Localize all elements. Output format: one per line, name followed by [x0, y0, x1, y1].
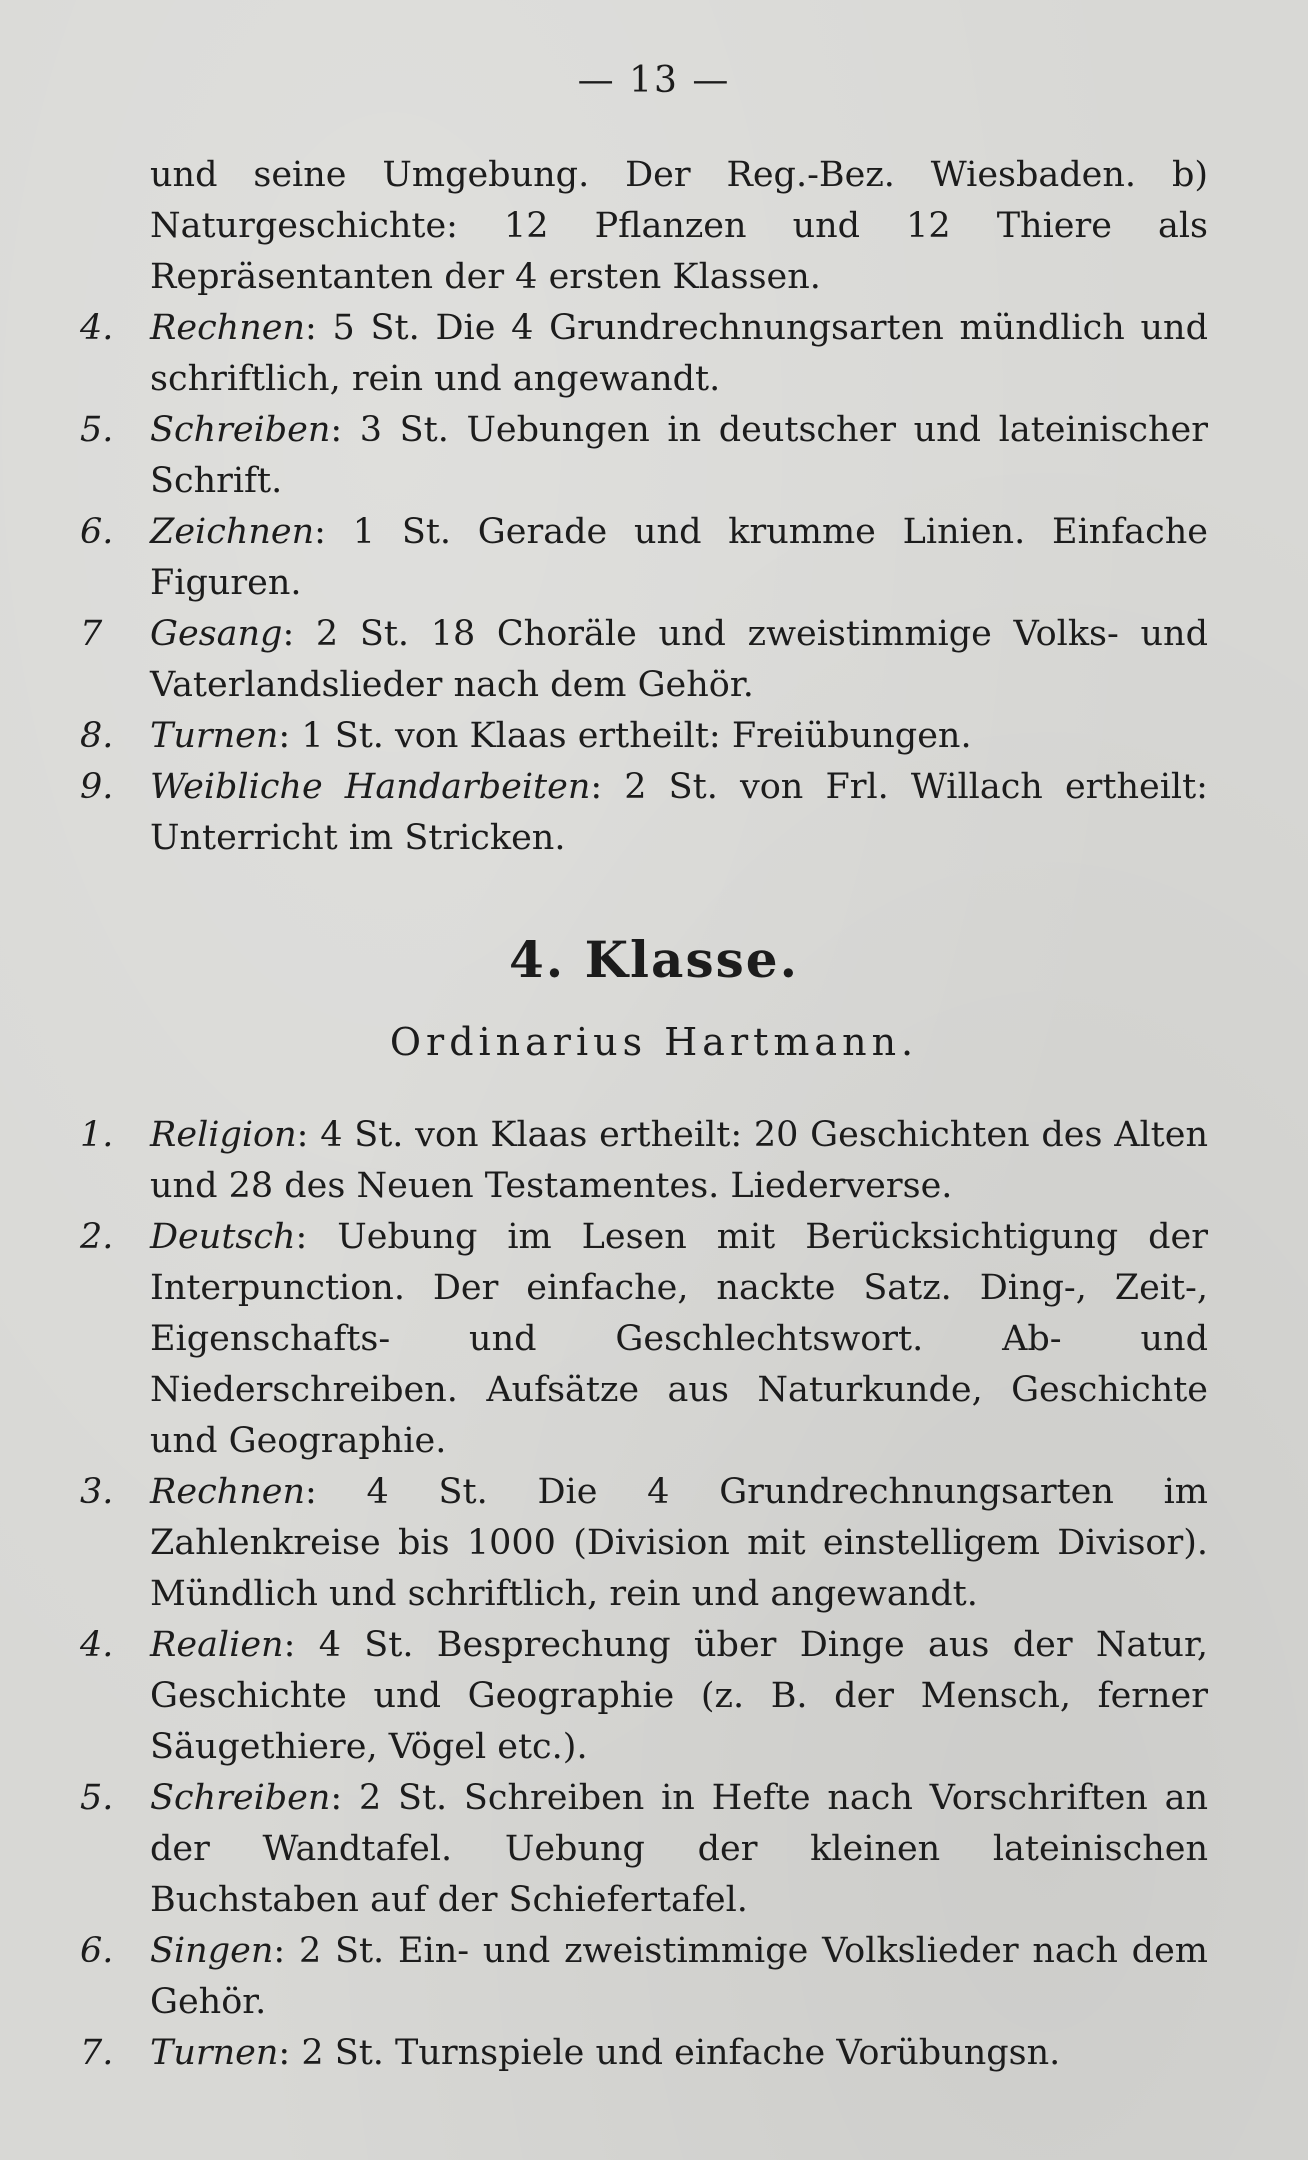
list-item: [0, 762, 1308, 864]
item-subject: Rechnen: [150, 1472, 306, 1512]
item-text: : 2 St. Ein- und zweistimmige Volkslieder nach dem Gehör.: [150, 1931, 1208, 2022]
item-subject: Zeichnen: [150, 512, 315, 552]
item-number: 3.: [80, 1472, 114, 1512]
list-item: [0, 405, 1308, 507]
item-text: : 4 St. Besprechung über Dinge aus der Natur, Geschichte und Geographie (z. B. der Mensch, ferner Säugethiere, Vögel etc.).: [150, 1625, 1208, 1767]
item-text: : 2 St. von Frl. Willach ertheilt: Unterricht im Stricken.: [150, 767, 1208, 858]
item-number: 6.: [80, 1931, 114, 1971]
item-text: : 2 St. Schreiben in Hefte nach Vorschriften an der Wandtafel. Uebung der kleinen lateinischen Buchstaben auf der Schiefertafel.: [150, 1778, 1208, 1920]
item-text: : 4 St. Die 4 Grundrechnungsarten im Zahlenkreise bis 1000 (Division mit einstelligem Divisor). Mündlich und schriftlich, rein und angewandt.: [150, 1472, 1208, 1614]
item-text: : 4 St. von Klaas ertheilt: 20 Geschichten des Alten und 28 des Neuen Testamentes. Liederverse.: [150, 1115, 1208, 1206]
list-item: [0, 507, 1308, 609]
list-item: [0, 1620, 1308, 1773]
list-item: [0, 1773, 1308, 1926]
item-number: 9.: [80, 767, 114, 807]
item-number: 7: [80, 614, 103, 654]
list-item: [0, 1467, 1308, 1620]
item-subject: Singen: [150, 1931, 274, 1971]
item-number: 5.: [80, 410, 114, 450]
item-subject: Rechnen: [150, 308, 306, 348]
list-item: [0, 303, 1308, 405]
list-item: [0, 1212, 1308, 1467]
item-number: 4.: [80, 308, 114, 348]
item-text: : 1 St. Gerade und krumme Linien. Einfache Figuren.: [150, 512, 1208, 603]
list-item: [0, 1110, 1308, 1212]
item-number: 5.: [80, 1778, 114, 1818]
list-item: [0, 609, 1308, 711]
item-text: : 5 St. Die 4 Grundrechnungsarten mündlich und schriftlich, rein und angewandt.: [150, 308, 1208, 399]
item-subject: Deutsch: [150, 1217, 296, 1257]
item-number: 2.: [80, 1217, 114, 1257]
item-text: : 2 St. 18 Choräle und zweistimmige Volks- und Vaterlandslieder nach dem Gehör.: [150, 614, 1208, 705]
section-title: 4. Klasse.: [509, 930, 799, 989]
item-number: 1.: [80, 1115, 114, 1155]
item-number: 8.: [80, 716, 114, 756]
section-subtitle: Ordinarius Hartmann.: [389, 1020, 919, 1064]
top-section: [0, 150, 1308, 864]
list-item: [0, 1926, 1308, 2028]
item-text: : 1 St. von Klaas ertheilt: Freiübungen.: [278, 716, 972, 756]
item-text: : 3 St. Uebungen in deutscher und lateinischer Schrift.: [150, 410, 1208, 501]
item-text: : Uebung im Lesen mit Berücksichtigung der Interpunction. Der einfache, nackte Satz. Ding-, Zeit-, Eigenschafts- und Geschlechtswort. Ab- und Niederschreiben. Aufsätze aus Naturkunde, Geschichte und Geographie.: [150, 1217, 1208, 1461]
item-subject: Gesang: [150, 614, 283, 654]
item-subject: Schreiben: [150, 410, 331, 450]
item-subject: Schreiben: [150, 1778, 331, 1818]
item-number: 7.: [80, 2033, 114, 2073]
list-item: [0, 711, 1308, 762]
bottom-section: [0, 1110, 1308, 2079]
item-subject: Realien: [150, 1625, 284, 1665]
continuation-text: und seine Umgebung. Der Reg.-Bez. Wiesbaden. b) Naturgeschichte: 12 Pflanzen und 12 Thiere als Repräsentanten der 4 ersten Klassen.: [150, 155, 1208, 297]
list-item: [0, 2028, 1308, 2079]
item-subject: Religion: [150, 1115, 297, 1155]
item-text: : 2 St. Turnspiele und einfache Vorübungsn.: [278, 2033, 1061, 2073]
item-subject: Turnen: [150, 2033, 279, 2073]
item-subject: Turnen: [150, 716, 279, 756]
page-number: — 13 —: [577, 60, 731, 101]
item-number: 4.: [80, 1625, 114, 1665]
item-subject: Weibliche Handarbeiten: [150, 767, 591, 807]
item-number: 6.: [80, 512, 114, 552]
